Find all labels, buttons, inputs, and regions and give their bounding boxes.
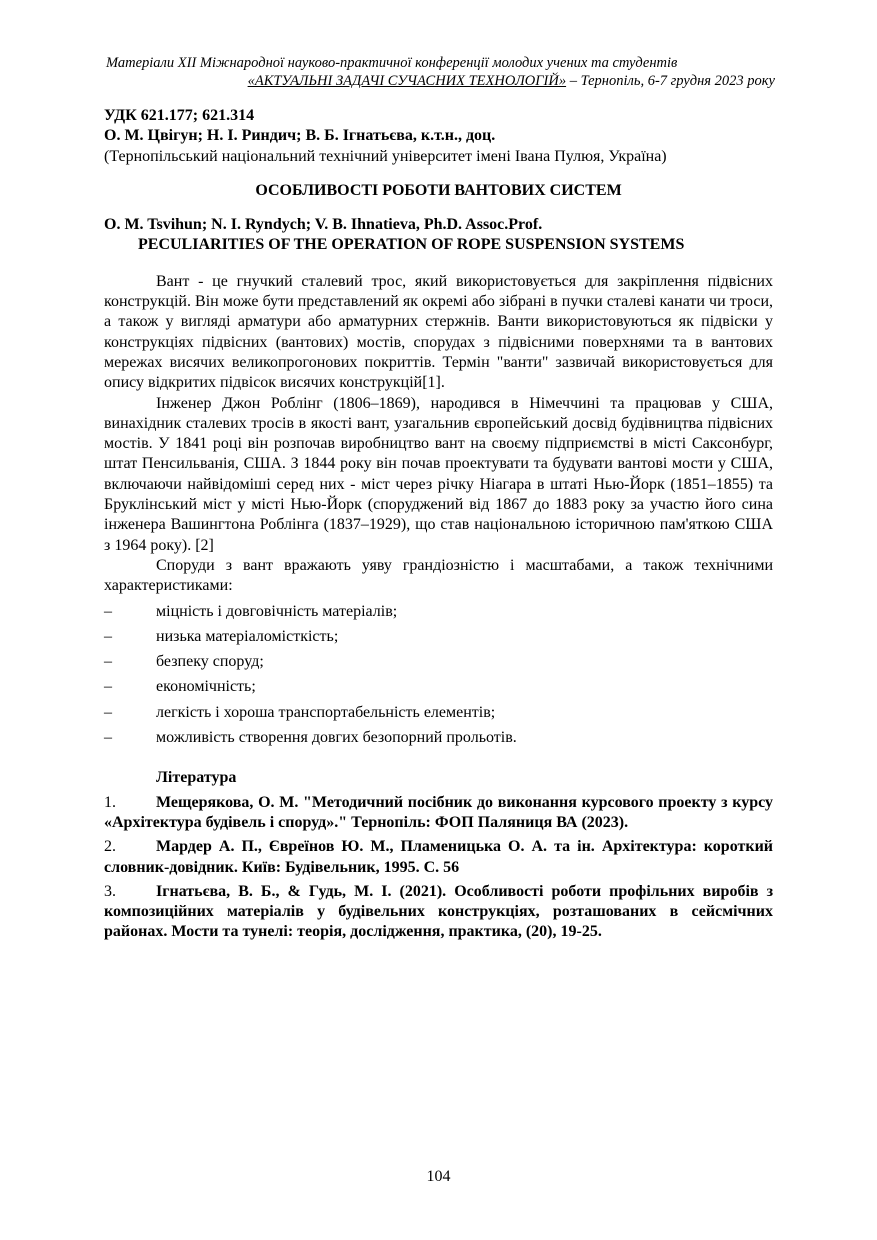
list-item-text: економічність; — [156, 678, 256, 696]
page-number: 104 — [426, 1168, 451, 1185]
dash-marker: – — [104, 729, 112, 747]
reference-item — [104, 837, 773, 878]
reference-item — [104, 793, 773, 834]
list-item — [104, 703, 773, 723]
authors-uk: О. М. Цвігун; Н. І. Риндич; В. Б. Ігнатьєва, к.т.н., доц. — [104, 127, 496, 145]
paragraph-1: Вант - це гнучкий сталевий трос, який використовується для закріплення підвісних конструкцій. Він може бути представлений як окремі або зібрані в пучки сталеві канати чи троси, а також у вигляді арматури або арматурних стержнів. Ванти використовуються як підвіски у конструкціях підвісних (вантових) мостів, спорудах з підвісними поверхнями та в вантових мережах висячих великопрогонових покриттів. Термін "ванти" зазвичай використовується для опису відкритих підвісок висячих конструкцій[1]. — [104, 272, 773, 392]
dash-marker: – — [104, 678, 112, 696]
dash-marker: – — [104, 602, 112, 620]
reference-item — [104, 882, 773, 943]
list-item — [104, 627, 773, 647]
list-item-text: легкість і хороша транспортабельність елементів; — [156, 703, 496, 721]
conference-name: «АКТУАЛЬНІ ЗАДАЧІ СУЧАСНИХ ТЕХНОЛОГІЙ» — [247, 73, 567, 89]
paragraph-2: Інженер Джон Роблінг (1806–1869), народився в Німеччині та працював у США, винахідник сталевих тросів в якості вант, узагальнив європейський досвід будівництва підвісних мостів. У 1841 році він розпочав виробництво вант на своєму підприємстві в місті Саксонбург, штат Пенсильванія, США. З 1844 року він почав проектувати та будувати вантові мости у США, включаючи найвідоміші серед них - міст через річку Ніагара в штаті Нью-Йорк (1851–1855) та Бруклінський міст у місті Нью-Йорк (споруджений від 1867 до 1883 року за участю його сина інженера Вашингтона Роблінга (1837–1929), що став національною історичною пам'яткою США з 1964 року). [2] — [104, 394, 773, 554]
running-header — [90, 54, 775, 90]
reference-number: 1. — [104, 793, 116, 811]
list-item-text: низька матеріаломісткість; — [156, 627, 339, 645]
reference-number: 3. — [104, 882, 116, 900]
affiliation: (Тернопільський національний технічний університет імені Івана Пулюя, Україна) — [104, 147, 667, 165]
dash-marker: – — [104, 627, 112, 645]
authors-en: O. M. Tsvihun; N. I. Ryndych; V. B. Ihnatieva, Ph.D. Assoc.Prof. — [104, 216, 543, 234]
list-item — [104, 728, 773, 748]
paragraph-3: Споруди з вант вражають уяву грандіозністю і масштабами, а також технічними характеристиками: — [104, 556, 773, 595]
reference-text: Мещерякова, О. М. "Методичний посібник до виконання курсового проекту з курсу «Архітектура будівель і споруд»." Тернопіль: ФОП Паляниця ВА (2023). — [104, 793, 773, 831]
udk-code: УДК 621.177; 621.314 — [104, 107, 255, 124]
references-list — [104, 793, 773, 943]
article-title-en: PECULIARITIES OF THE OPERATION OF ROPE SUSPENSION SYSTEMS — [138, 236, 685, 254]
conference-place-date: – Тернопіль, 6-7 грудня 2023 року — [566, 73, 775, 89]
list-item — [104, 677, 773, 697]
dash-marker: – — [104, 703, 112, 721]
characteristics-list — [104, 602, 773, 749]
list-item — [104, 652, 773, 672]
literature-heading: Література — [156, 769, 237, 787]
reference-text: Мардер А. П., Євреїнов Ю. М., Пламеницька О. А. та ін. Архітектура: короткий словник-довідник. Київ: Будівельник, 1995. С. 56 — [104, 838, 773, 876]
header-line-2 — [90, 72, 775, 90]
reference-text: Ігнатьєва, В. Б., & Гудь, М. І. (2021). Особливості роботи профільних виробів з композиційних матеріалів у будівельних конструкціях, розташованих в сейсмічних районах. Мости та тунелі: теорія, дослідження, практика, (20), 19-25. — [104, 882, 773, 941]
list-item-text: можливість створення довгих безопорний прольотів. — [156, 729, 517, 747]
list-item-text: безпеку споруд; — [156, 653, 264, 671]
reference-number: 2. — [104, 838, 116, 856]
dash-marker: – — [104, 653, 112, 671]
article-body — [104, 106, 773, 943]
article-title-uk: ОСОБЛИВОСТІ РОБОТИ ВАНТОВИХ СИСТЕМ — [255, 181, 622, 199]
header-line-1: Матеріали XII Міжнародної науково-практичної конференції молодих учених та студентів — [106, 55, 678, 71]
list-item — [104, 602, 773, 622]
list-item-text: міцність і довговічність матеріалів; — [156, 602, 398, 620]
